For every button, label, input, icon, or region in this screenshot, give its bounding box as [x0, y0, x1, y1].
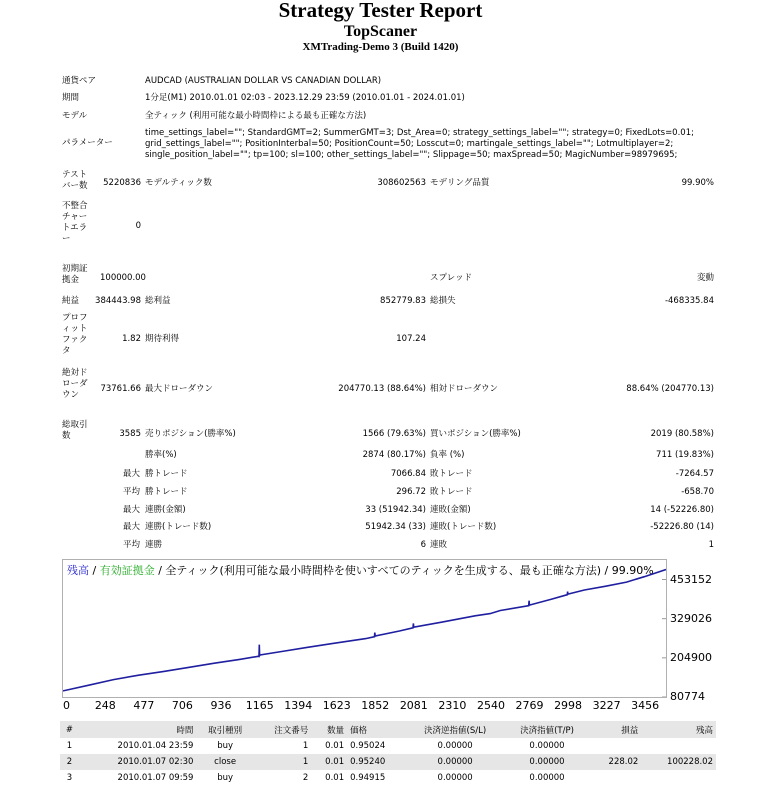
spread-value: 変動 — [696, 273, 714, 283]
avg-cons-wins-value: 6 — [420, 540, 426, 550]
cons-wins-amt-label: 連勝(金額) — [145, 505, 186, 515]
x-tick-label: 1394 — [284, 699, 313, 712]
period-label: 期間 — [62, 93, 80, 103]
avg-label-2: 平均 — [122, 540, 140, 550]
table-cell: 1 — [254, 754, 311, 770]
x-tick-label: 936 — [210, 699, 232, 712]
table-cell: 0.01 — [325, 741, 345, 751]
max-label-1: 最大 — [122, 469, 140, 479]
x-tick-label: 0 — [63, 699, 70, 712]
total-trades-label: 総取引数 — [62, 420, 88, 441]
model-label: モデル — [62, 111, 88, 121]
win-rate-value: 2874 (80.17%) — [362, 450, 426, 460]
max-win-value: 7066.84 — [390, 469, 426, 479]
gross-profit-value: 852779.83 — [380, 296, 426, 306]
table-cell: 0.94915 — [350, 773, 386, 783]
table-cell: 0.95240 — [347, 754, 406, 770]
table-cell: 0.00000 — [437, 773, 473, 783]
table-cell: 1 — [302, 741, 309, 751]
abs-dd-label: 絶対ドローダウン — [62, 368, 88, 400]
trades-header-cell: 決済逆指値(S/L) — [406, 721, 504, 738]
gross-profit-label: 総利益 — [145, 296, 171, 306]
expected-payoff-value: 107.24 — [396, 334, 426, 344]
rel-dd-label: 相対ドローダウン — [430, 384, 499, 394]
expected-payoff-label: 期待利得 — [145, 334, 180, 344]
table-cell: buy — [217, 741, 234, 751]
x-tick-label: 1852 — [361, 699, 390, 712]
symbol-value: AUDCAD (AUSTRALIAN DOLLAR VS CANADIAN DOLLAR) — [145, 76, 382, 86]
table-row — [60, 770, 716, 786]
table-cell: 2010.01.04 23:59 — [117, 741, 194, 751]
period-value: 1分足(M1) 2010.01.01 02:03 - 2023.12.29 23:59 (2010.01.01 - 2024.01.01) — [145, 93, 465, 103]
cons-losses-cnt-value: -52226.80 (14) — [650, 522, 714, 532]
trades-header-cell: 取引種別 — [196, 721, 253, 738]
table-cell — [641, 770, 716, 786]
y-tick-label: 453152 — [670, 572, 712, 586]
caption-rest: / 全ティック(利用可能な最小時間枠を使いすべてのティックを生成する、最も正確な方法) / 99.90% — [154, 564, 654, 577]
table-cell: 2010.01.07 02:30 — [79, 754, 197, 770]
win-rate-label: 勝率(%) — [145, 450, 177, 460]
cons-wins-cnt-value: 51942.34 (33) — [365, 522, 426, 532]
trades-header-cell: # — [60, 721, 79, 738]
trades-header-cell: 数量 — [311, 721, 347, 738]
table-cell: buy — [217, 773, 234, 783]
trades-header-cell: 残高 — [641, 721, 716, 738]
x-tick-label: 2998 — [554, 699, 583, 712]
table-cell: 228.02 — [590, 754, 641, 770]
table-cell: 0.01 — [311, 754, 347, 770]
x-tick-label: 248 — [94, 699, 116, 712]
x-tick-label: 1165 — [245, 699, 274, 712]
avg-loss-label: 敗トレード — [430, 487, 473, 497]
avg-loss-value: -658.70 — [681, 487, 714, 497]
table-cell: 0.00000 — [529, 741, 565, 751]
x-tick-label: 2081 — [399, 699, 428, 712]
table-cell: 0.00000 — [529, 773, 565, 783]
short-value: 1566 (79.63%) — [362, 429, 426, 439]
x-tick-label: 3227 — [592, 699, 621, 712]
model-quality-value: 99.90% — [681, 178, 714, 188]
table-cell: 100228.02 — [641, 754, 716, 770]
table-cell: 2 — [302, 773, 309, 783]
table-cell: 0.01 — [325, 773, 345, 783]
trades-header-cell: 価格 — [347, 721, 406, 738]
model-value: 全ティック (利用可能な最小時間枠による最も正確な方法) — [145, 111, 367, 121]
table-cell — [590, 738, 641, 754]
avg-win-label: 勝トレード — [145, 487, 188, 497]
gross-loss-value: -468335.84 — [664, 296, 714, 306]
x-tick-label: 3456 — [631, 699, 660, 712]
table-cell: 2010.01.07 09:59 — [117, 773, 194, 783]
max-label-3: 最大 — [122, 522, 140, 532]
model-quality-label: モデリング品質 — [430, 178, 490, 188]
avg-cons-losses-value: 1 — [708, 540, 714, 550]
loss-rate-label: 負率 (%) — [430, 450, 465, 460]
y-tick-label: 204900 — [670, 650, 712, 664]
long-value: 2019 (80.58%) — [650, 429, 714, 439]
balance-line — [63, 570, 666, 691]
cons-wins-amt-value: 33 (51942.34) — [365, 505, 426, 515]
test-bars-value: 5220836 — [103, 178, 141, 188]
mismatch-value: 0 — [135, 221, 141, 231]
profit-factor-label: プロフィットファクタ — [62, 313, 88, 356]
rel-dd-value: 88.64% (204770.13) — [626, 384, 714, 394]
cons-wins-cnt-label: 連勝(トレード数) — [145, 522, 212, 532]
max-dd-label: 最大ドローダウン — [145, 384, 214, 394]
initial-deposit-label: 初期証拠金 — [62, 264, 88, 285]
avg-cons-losses-label: 連敗 — [430, 540, 448, 550]
parameters-label: パラメーター — [62, 138, 113, 148]
spread-label: スプレッド — [430, 273, 473, 283]
y-tick-label: 329026 — [670, 611, 712, 625]
table-cell: 0.00000 — [437, 741, 473, 751]
trades-header-cell: 時間 — [79, 721, 197, 738]
mismatch-label: 不整合チャートエラー — [62, 201, 88, 244]
table-cell: 0.00000 — [504, 754, 590, 770]
gross-loss-label: 総損失 — [430, 296, 456, 306]
x-tick-label: 2769 — [515, 699, 544, 712]
trades-header-cell: 注文番号 — [254, 721, 311, 738]
max-label-2: 最大 — [122, 505, 140, 515]
trades-header-cell: 決済指値(T/P) — [504, 721, 590, 738]
table-cell — [590, 770, 641, 786]
trades-table — [60, 721, 716, 786]
table-cell: close — [196, 754, 253, 770]
x-tick-label: 477 — [133, 699, 155, 712]
caption-equity: 有効証拠金 — [99, 564, 155, 577]
model-ticks-value: 308602563 — [377, 178, 426, 188]
table-cell: 0.00000 — [406, 754, 504, 770]
model-ticks-label: モデルティック数 — [145, 178, 212, 188]
symbol-label: 通貨ペア — [62, 76, 97, 86]
table-row — [60, 754, 716, 770]
initial-deposit-value: 100000.00 — [100, 273, 146, 283]
parameters-value: time_settings_label=""; StandardGMT=2; SummerGMT=3; Dst_Area=0; strategy_settings_label=""; strategy=0; FixedLots=0.01; grid_settings_label=""; PositionInterbal=50; PositionCount=50; Losscut=0; martingale_settings_label=""; Lotmultiplayer=2; single_position_label=""; tp=100; sl=100; other_settings_label=""; Slippage=50; maxSpread=50; MagicNumber=98979695; — [145, 128, 694, 160]
table-cell: 1 — [66, 741, 73, 751]
max-loss-label: 敗トレード — [430, 469, 473, 479]
server-build: XMTrading-Demo 3 (Build 1420) — [302, 41, 459, 53]
loss-rate-value: 711 (19.83%) — [656, 450, 714, 460]
x-tick-label: 2310 — [438, 699, 467, 712]
ea-name: TopScaner — [343, 23, 418, 40]
cons-losses-amt-value: 14 (-52226.80) — [650, 505, 714, 515]
max-loss-value: -7264.57 — [675, 469, 714, 479]
caption-balance: 残高 — [67, 564, 89, 577]
profit-factor-value: 1.82 — [122, 334, 141, 344]
net-profit-label: 純益 — [62, 296, 80, 306]
chart-plot — [63, 560, 666, 697]
table-cell — [641, 738, 716, 754]
x-tick-label: 706 — [171, 699, 193, 712]
max-dd-value: 204770.13 (88.64%) — [338, 384, 426, 394]
cons-losses-cnt-label: 連敗(トレード数) — [430, 522, 497, 532]
max-win-label: 勝トレード — [145, 469, 188, 479]
avg-cons-wins-label: 連勝 — [145, 540, 163, 550]
cons-losses-amt-label: 連敗(金額) — [430, 505, 471, 515]
table-cell: 2 — [60, 754, 79, 770]
x-tick-label: 2540 — [477, 699, 506, 712]
avg-label-1: 平均 — [122, 487, 140, 497]
table-cell: 3 — [66, 773, 73, 783]
avg-win-value: 296.72 — [396, 487, 426, 497]
abs-dd-value: 73761.66 — [100, 384, 141, 394]
caption-sep: / — [89, 564, 100, 577]
net-profit-value: 384443.98 — [95, 296, 141, 306]
test-bars-label: テストバー数 — [62, 170, 88, 191]
long-label: 買いポジション(勝率%) — [430, 429, 521, 439]
trades-header-cell: 損益 — [590, 721, 641, 738]
report-title: Strategy Tester Report — [278, 0, 483, 22]
balance-chart — [62, 559, 667, 698]
y-tick-label: 80774 — [670, 690, 705, 703]
table-cell: 0.95024 — [350, 741, 386, 751]
total-trades-value: 3585 — [119, 429, 141, 439]
x-tick-label: 1623 — [322, 699, 351, 712]
table-row — [60, 738, 716, 754]
short-label: 売りポジション(勝率%) — [145, 429, 236, 439]
